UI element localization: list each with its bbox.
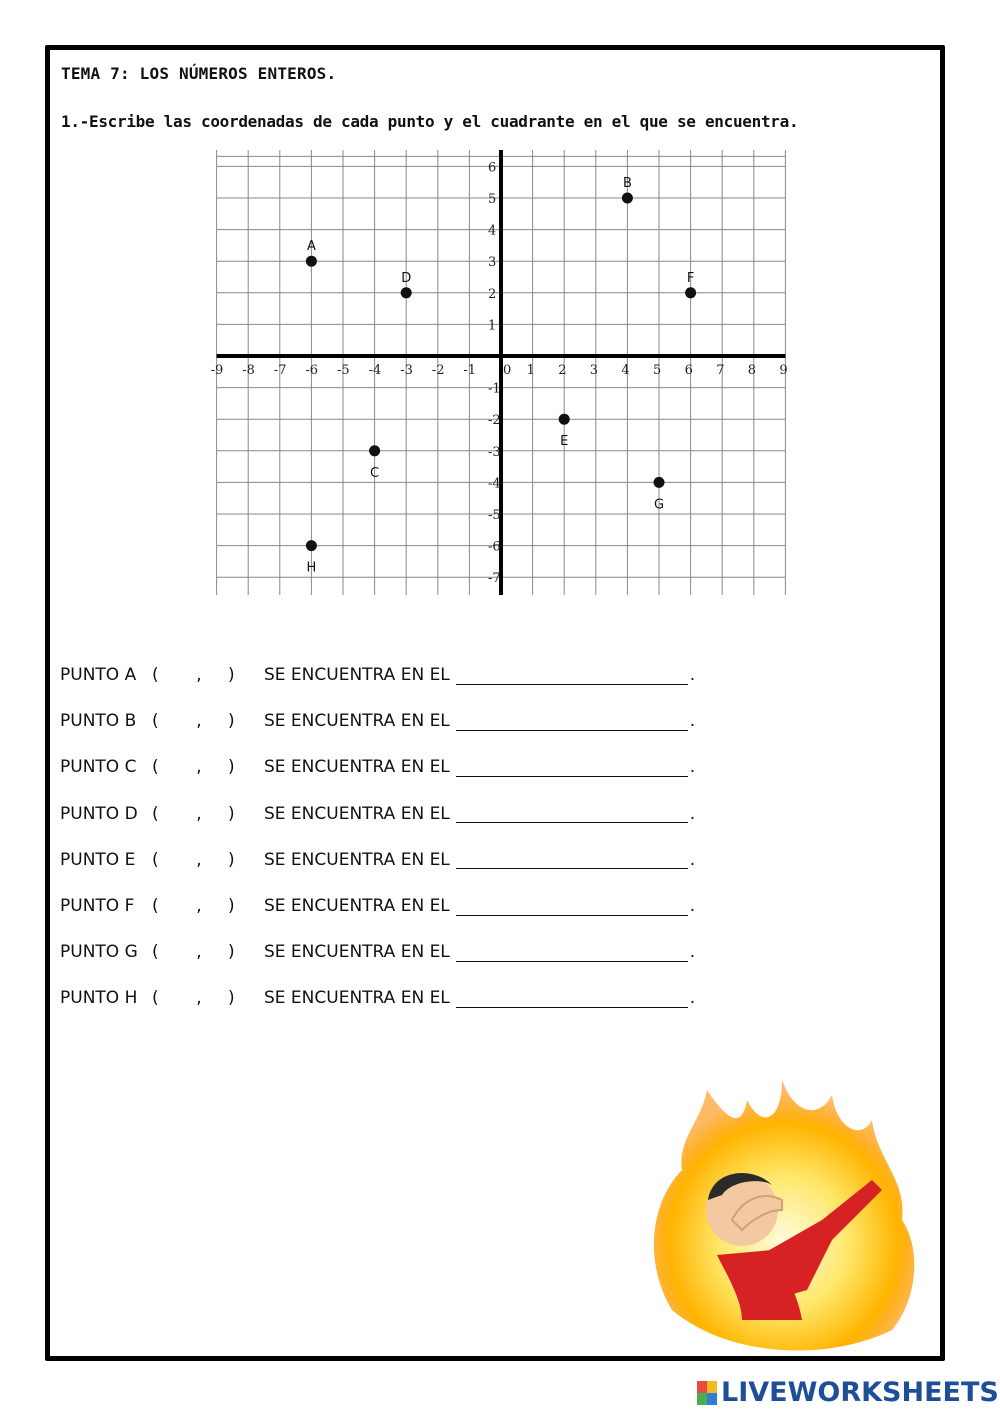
x-tick-label: 3	[589, 363, 599, 378]
point-label: C	[370, 465, 380, 481]
point-label: F	[686, 270, 695, 286]
point-name: PUNTO F	[60, 896, 135, 916]
point-label: D	[401, 270, 412, 286]
answer-row	[60, 847, 695, 873]
quadrant-prompt: SE ENCUENTRA EN EL	[264, 988, 450, 1009]
liveworksheets-brand	[697, 1377, 999, 1408]
answer-row	[60, 754, 695, 780]
flames-avatar-illustration	[632, 1060, 932, 1358]
row-end-period: .	[689, 665, 696, 685]
x-tick-label: 6	[684, 363, 693, 378]
y-tick-label: -7	[488, 571, 501, 587]
point-label: G	[653, 497, 665, 513]
quadrant-answer-blank[interactable]	[456, 712, 688, 731]
open-paren: (	[152, 849, 159, 870]
brand-name: LIVEWORKSHEETS	[721, 1377, 999, 1408]
y-tick-label: -2	[488, 413, 501, 429]
worksheet-title: TEMA 7: LOS NÚMEROS ENTEROS.	[61, 64, 337, 83]
point-e	[559, 414, 570, 425]
row-end-period: .	[689, 849, 696, 870]
row-end-period: .	[689, 803, 696, 824]
answer-row	[60, 939, 695, 965]
point-a	[306, 256, 317, 267]
close-paren: )	[228, 665, 235, 685]
quadrant-answer-blank[interactable]	[456, 897, 688, 916]
close-paren: )	[228, 896, 235, 916]
y-tick-label: -3	[488, 444, 501, 460]
answer-row	[60, 893, 695, 919]
point-name: PUNTO H	[60, 988, 138, 1009]
x-tick-label: -8	[242, 363, 255, 378]
quadrant-answer-blank[interactable]	[456, 758, 688, 777]
coordinate-comma: ,	[196, 665, 202, 685]
row-end-period: .	[689, 988, 696, 1009]
point-label: H	[306, 560, 317, 576]
close-paren: )	[228, 803, 235, 824]
x-tick-label: -5	[337, 363, 350, 378]
quadrant-prompt: SE ENCUENTRA EN EL	[264, 757, 450, 778]
close-paren: )	[228, 988, 235, 1009]
point-f	[685, 287, 696, 298]
x-tick-label: -7	[273, 363, 287, 378]
exercise-instruction: 1.-Escribe las coordenadas de cada punto y el cuadrante en el que se encuentra.	[61, 112, 799, 131]
quadrant-prompt: SE ENCUENTRA EN EL	[264, 849, 450, 870]
quadrant-answer-blank[interactable]	[456, 989, 688, 1008]
x-tick-label: -1	[463, 363, 477, 378]
coordinate-comma: ,	[196, 849, 202, 870]
open-paren: (	[152, 896, 159, 916]
point-name: PUNTO D	[60, 803, 138, 824]
x-tick-label: -3	[400, 363, 413, 378]
open-paren: (	[152, 803, 159, 824]
x-tick-label: -6	[305, 363, 319, 378]
coordinate-comma: ,	[196, 757, 202, 778]
x-tick-label: 5	[653, 363, 662, 378]
liveworksheets-logo-icon	[697, 1381, 717, 1405]
point-name: PUNTO A	[60, 665, 137, 685]
point-label: B	[622, 176, 632, 191]
quadrant-prompt: SE ENCUENTRA EN EL	[264, 711, 450, 732]
point-c	[369, 445, 380, 456]
answer-row	[60, 801, 695, 827]
quadrant-prompt: SE ENCUENTRA EN EL	[264, 942, 450, 963]
x-tick-label: 2	[558, 363, 567, 378]
point-g	[654, 477, 665, 488]
coordinate-comma: ,	[196, 896, 202, 916]
y-tick-label: 4	[488, 223, 497, 239]
open-paren: (	[152, 757, 159, 778]
row-end-period: .	[689, 896, 696, 916]
coordinate-comma: ,	[196, 942, 202, 963]
x-tick-label: -4	[368, 363, 382, 378]
x-tick-label: 9	[779, 363, 788, 378]
answer-row	[60, 985, 695, 1011]
point-b	[622, 193, 633, 204]
y-tick-label: -4	[488, 476, 501, 492]
open-paren: (	[152, 988, 159, 1009]
quadrant-prompt: SE ENCUENTRA EN EL	[264, 803, 450, 824]
y-tick-label: -1	[488, 381, 501, 397]
point-h	[306, 540, 317, 551]
point-name: PUNTO C	[60, 757, 137, 778]
coordinate-grid	[210, 150, 794, 598]
close-paren: )	[228, 711, 235, 732]
open-paren: (	[152, 942, 159, 963]
coordinate-comma: ,	[196, 803, 202, 824]
point-label: E	[560, 434, 569, 450]
close-paren: )	[228, 757, 235, 778]
quadrant-answer-blank[interactable]	[456, 666, 688, 685]
y-tick-label: -6	[488, 539, 501, 555]
x-tick-label: 4	[621, 363, 630, 378]
quadrant-answer-blank[interactable]	[456, 804, 688, 823]
open-paren: (	[152, 665, 159, 685]
x-tick-label: 0	[503, 363, 512, 378]
point-name: PUNTO G	[60, 942, 138, 963]
y-tick-label: 5	[488, 192, 497, 207]
quadrant-prompt: SE ENCUENTRA EN EL	[264, 665, 450, 685]
y-tick-label: 1	[488, 318, 497, 334]
point-label: A	[306, 239, 316, 255]
point-d	[401, 287, 412, 298]
quadrant-answer-blank[interactable]	[456, 943, 688, 962]
x-tick-label: 8	[747, 363, 757, 378]
close-paren: )	[228, 942, 235, 963]
close-paren: )	[228, 849, 235, 870]
answer-row	[60, 662, 695, 688]
quadrant-answer-blank[interactable]	[456, 850, 688, 869]
point-name: PUNTO E	[60, 849, 136, 870]
x-tick-label: 1	[526, 363, 535, 378]
y-tick-label: 6	[488, 160, 497, 176]
answer-row	[60, 708, 695, 734]
y-tick-label: 2	[488, 286, 497, 302]
coordinate-comma: ,	[196, 711, 202, 732]
row-end-period: .	[689, 711, 696, 732]
point-name: PUNTO B	[60, 711, 137, 732]
row-end-period: .	[689, 757, 696, 778]
open-paren: (	[152, 711, 159, 732]
quadrant-prompt: SE ENCUENTRA EN EL	[264, 896, 450, 916]
x-tick-label: 7	[716, 363, 725, 378]
coordinate-comma: ,	[196, 988, 202, 1009]
y-tick-label: 3	[488, 255, 497, 271]
row-end-period: .	[689, 942, 696, 963]
x-tick-label: -9	[210, 363, 224, 378]
y-tick-label: -5	[488, 508, 501, 523]
x-tick-label: -2	[431, 363, 445, 378]
